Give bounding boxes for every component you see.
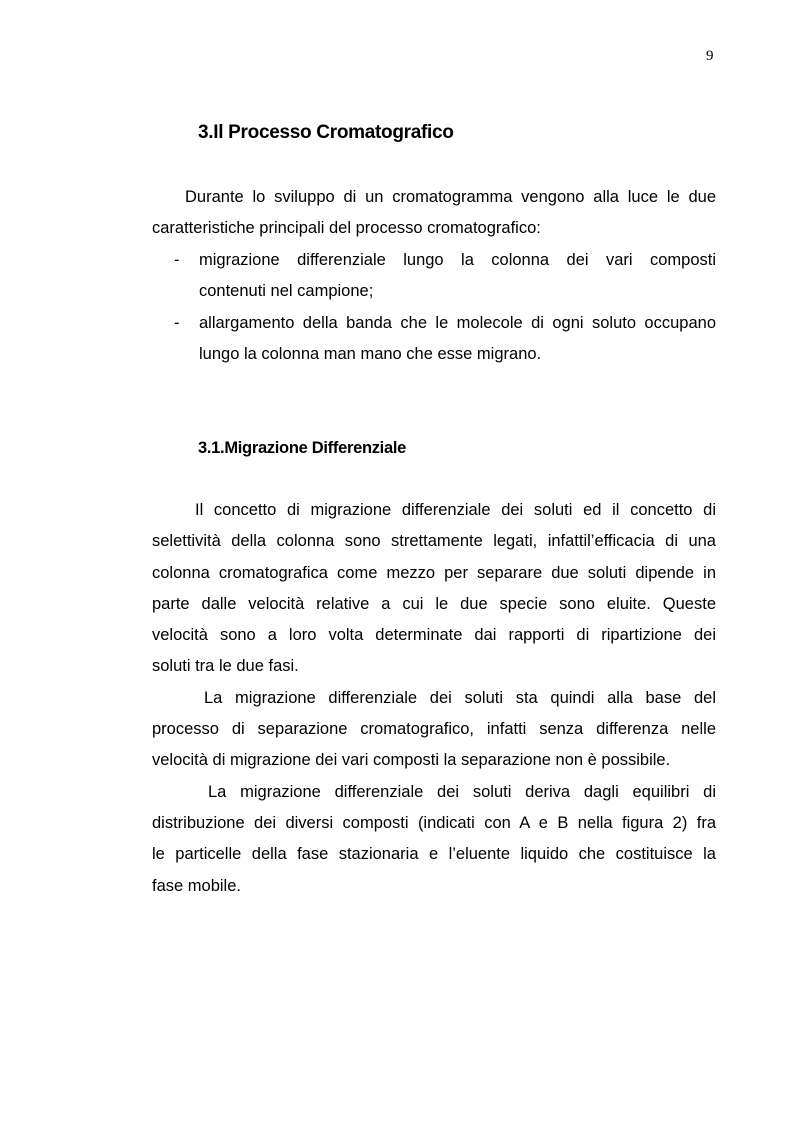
subsection-heading: 3.1.Migrazione Differenziale	[198, 439, 406, 457]
text-line: La migrazione differenziale dei soluti sta quindi alla base del	[204, 688, 716, 707]
list-item	[152, 245, 716, 308]
text-line: Durante lo sviluppo di un cromatogramma vengono alla luce le due	[185, 188, 716, 206]
list-bullet: -	[174, 251, 180, 269]
subsection-body	[152, 495, 716, 902]
list-item-line: allargamento della banda che le molecole di ogni soluto occupano	[199, 313, 716, 332]
text-line: parte dalle velocità relative a cui le due specie sono eluite. Queste	[152, 594, 716, 613]
text-line: processo di separazione cromatografico, infatti senza differenza nelle	[152, 720, 716, 739]
list-item	[152, 308, 716, 371]
text-line: colonna cromatografica come mezzo per separare due soluti dipende in	[152, 563, 716, 582]
text-line: le particelle della fase stazionaria e l’eluente liquido che costituisce la	[152, 845, 716, 864]
text-line: selettività della colonna sono strettamente legati, infattil’efficacia di una	[152, 532, 716, 551]
bullet-list	[152, 245, 716, 370]
list-bullet: -	[174, 313, 180, 332]
intro-paragraph	[152, 182, 716, 245]
text-line: velocità sono a loro volta determinate dai rapporti di ripartizione dei	[152, 626, 716, 645]
text-line: soluti tra le due fasi.	[152, 657, 299, 676]
list-item-line: lungo la colonna man mano che esse migrano.	[199, 344, 542, 363]
section-heading: 3.Il Processo Cromatografico	[198, 122, 454, 143]
list-item-line: migrazione differenziale lungo la colonna dei vari composti	[199, 251, 716, 269]
page-number: 9	[706, 48, 714, 64]
text-line: caratteristiche principali del processo cromatografico:	[152, 219, 541, 238]
text-line: fase mobile.	[152, 876, 241, 895]
text-line: distribuzione dei diversi composti (indicati con A e B nella figura 2) fra	[152, 813, 716, 832]
list-item-line: contenuti nel campione;	[199, 282, 374, 301]
text-line: Il concetto di migrazione differenziale dei soluti ed il concetto di	[195, 501, 716, 519]
text-line: velocità di migrazione dei vari composti la separazione non è possibile.	[152, 751, 671, 770]
text-line: La migrazione differenziale dei soluti deriva dagli equilibri di	[208, 782, 716, 801]
